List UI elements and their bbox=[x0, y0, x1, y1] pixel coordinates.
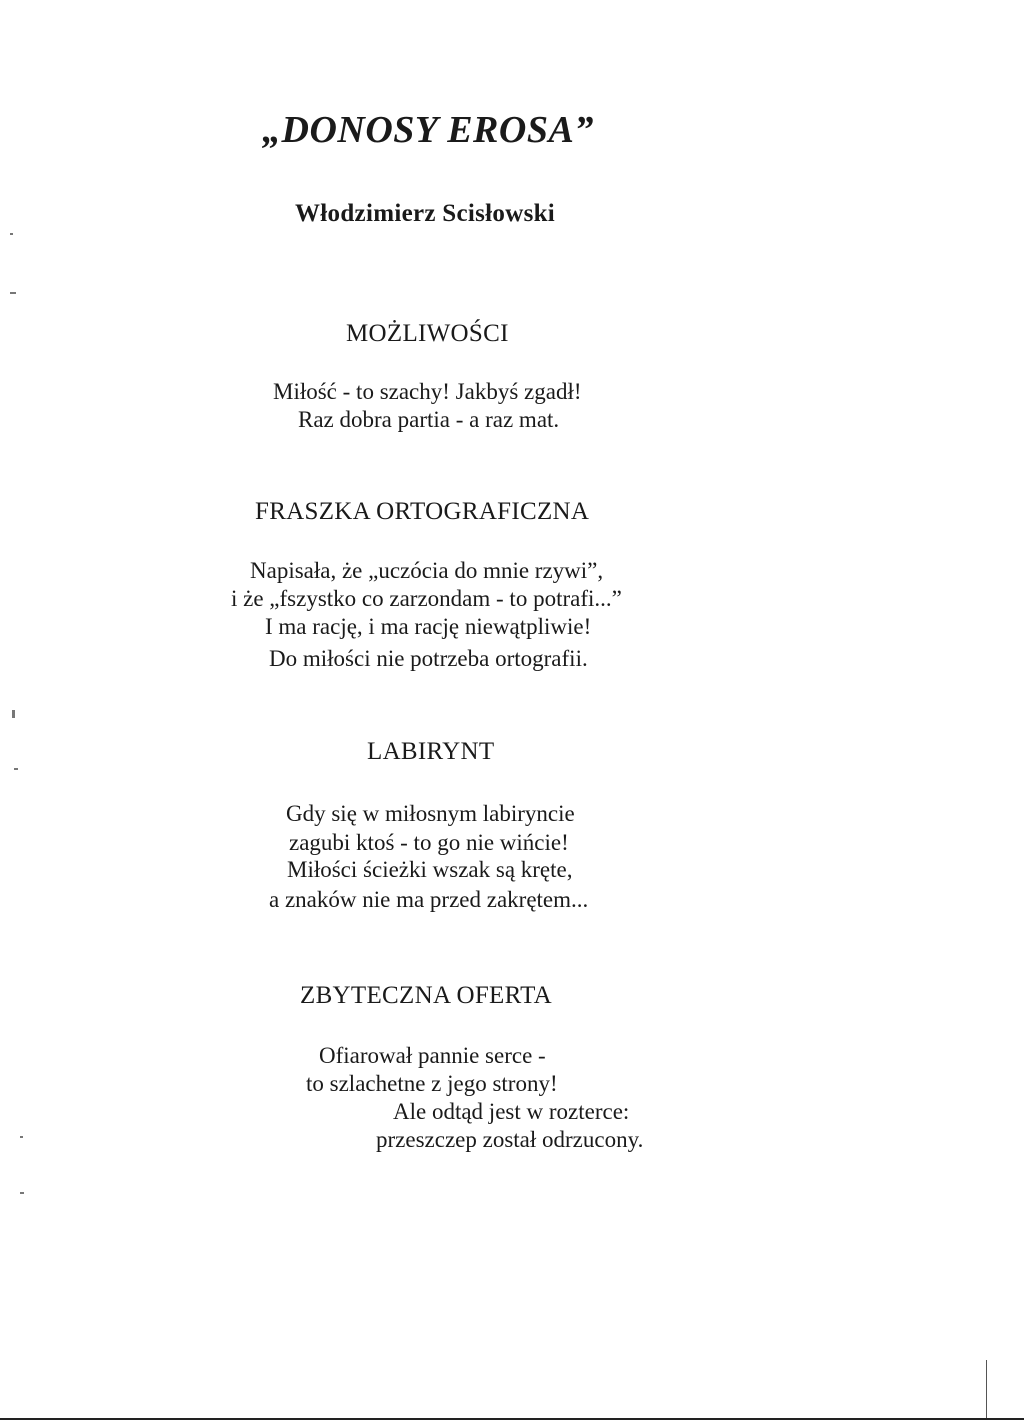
poem-line: Raz dobra partia - a raz mat. bbox=[298, 407, 560, 432]
poem-line: Miłość - to szachy! Jakbyś zgadł! bbox=[273, 379, 582, 404]
document-title: „DONOSY EROSA” bbox=[262, 109, 594, 151]
scan-speck bbox=[20, 1136, 23, 1138]
poem-heading: LABIRYNT bbox=[367, 738, 495, 765]
scan-edge-bottom bbox=[0, 1418, 1024, 1420]
poem-line: przeszczep został odrzucony. bbox=[376, 1127, 644, 1152]
poem-line: Gdy się w miłosnym labiryncie bbox=[286, 801, 575, 826]
poem-heading: MOŻLIWOŚCI bbox=[346, 320, 509, 347]
scan-speck bbox=[20, 1192, 24, 1194]
poem-line: I ma rację, i ma rację niewątpliwie! bbox=[265, 614, 592, 639]
poem-line: Ofiarował pannie serce - bbox=[319, 1043, 546, 1068]
poem-line: a znaków nie ma przed zakrętem... bbox=[269, 887, 589, 912]
scan-edge-right bbox=[986, 1360, 987, 1418]
scan-speck bbox=[14, 768, 18, 770]
scan-speck bbox=[10, 292, 16, 294]
poem-heading: ZBYTECZNA OFERTA bbox=[300, 982, 552, 1009]
poem-line: Do miłości nie potrzeba ortografii. bbox=[269, 646, 588, 671]
poem-line: i że „fszystko co zarzondam - to potrafi...” bbox=[231, 586, 622, 611]
poem-line: Miłości ścieżki wszak są kręte, bbox=[287, 857, 573, 882]
poem-heading: FRASZKA ORTOGRAFICZNA bbox=[255, 498, 590, 525]
author-name: Włodzimierz Scisłowski bbox=[295, 200, 556, 227]
scan-speck bbox=[12, 710, 15, 718]
poem-line: zagubi ktoś - to go nie wińcie! bbox=[289, 830, 569, 855]
scan-speck bbox=[10, 233, 13, 235]
poem-line: to szlachetne z jego strony! bbox=[306, 1071, 558, 1096]
poem-line: Napisała, że „uczócia do mnie rzywi”, bbox=[250, 558, 604, 583]
poem-line: Ale odtąd jest w rozterce: bbox=[393, 1099, 630, 1124]
